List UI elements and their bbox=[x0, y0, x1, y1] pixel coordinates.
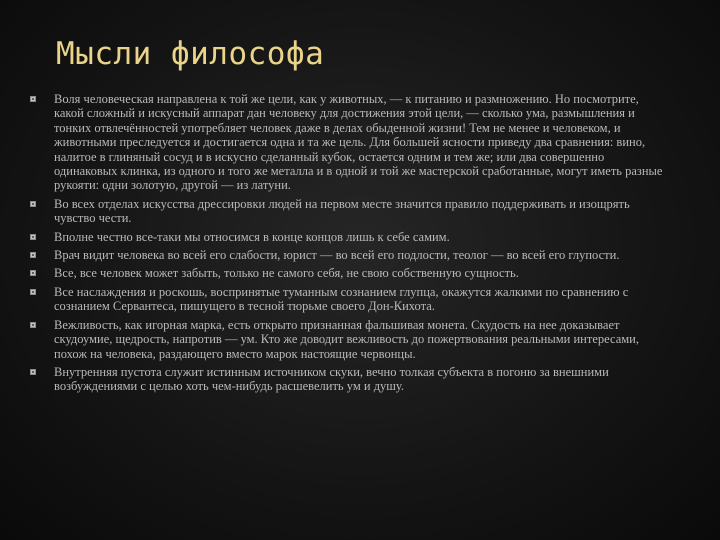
quote-item bbox=[30, 230, 670, 244]
quote-item bbox=[30, 197, 670, 226]
square-bullet-icon bbox=[30, 96, 36, 102]
square-bullet-icon bbox=[30, 369, 36, 375]
quote-text: Внутренняя пустота служит истинным источником скуки, вечно толкая субъекта в погоню за внешними возбуждениями с целью хоть чем-нибудь расшевелить ум и душу. bbox=[54, 364, 609, 394]
quote-list bbox=[30, 92, 670, 398]
square-bullet-icon bbox=[30, 201, 36, 207]
quote-text: Вполне честно все-таки мы относимся в конце концов лишь к себе самим. bbox=[54, 229, 450, 244]
quote-item bbox=[30, 248, 670, 262]
slide-title: Мысли философа bbox=[56, 36, 325, 72]
square-bullet-icon bbox=[30, 322, 36, 328]
quote-text: Воля человеческая направлена к той же цели, как у животных, — к питанию и размножению. Но посмотрите, какой сложный и искусный аппарат дан человеку для достижения этой цели, — сколько ума, размышления и тонких отвлечённостей употребляет человек даже в делах обыденной жизни! Тем не менее и человеком, и животными преследуется и достигается одна и та же цель. Для большей ясности приведу два сравнения: вино, налитое в глиняный сосуд и в искусно сделанный кубок, остается одним и тем же; или два совершенно одинаковых клинка, из одного и того же металла и в одной и той же мастерской сработанные, могут иметь разные рукояти: одни золотую, другой — из латуни. bbox=[54, 92, 663, 193]
quote-text: Вежливость, как игорная марка, есть открыто признанная фальшивая монета. Скудость на нее доказывает скудоумие, щедрость, напротив — ум. Кто же доводит вежливость до пожертвования реальными интересами, похож на человека, раздающего вместо марок настоящие червонцы. bbox=[54, 317, 639, 361]
quote-item bbox=[30, 318, 670, 361]
quote-text: Все, все человек может забыть, только не самого себя, не свою собственную сущность. bbox=[54, 266, 519, 281]
quote-item bbox=[30, 92, 670, 193]
quote-text: Во всех отделах искусства дрессировки людей на первом месте значится правило поддерживать и изощрять чувство чести. bbox=[54, 196, 630, 226]
quote-item bbox=[30, 266, 670, 280]
square-bullet-icon bbox=[30, 289, 36, 295]
square-bullet-icon bbox=[30, 234, 36, 240]
quote-text: Все наслаждения и роскошь, воспринятые туманным сознанием глупца, окажутся жалкими по сравнению с сознанием Сервантеса, пишущего в тесной тюрьме своего Дон-Кихота. bbox=[54, 284, 629, 314]
quote-item bbox=[30, 365, 670, 394]
square-bullet-icon bbox=[30, 252, 36, 258]
quote-text: Врач видит человека во всей его слабости, юрист — во всей его подлости, теолог — во всей его глупости. bbox=[54, 248, 620, 263]
square-bullet-icon bbox=[30, 270, 36, 276]
quote-item bbox=[30, 285, 670, 314]
